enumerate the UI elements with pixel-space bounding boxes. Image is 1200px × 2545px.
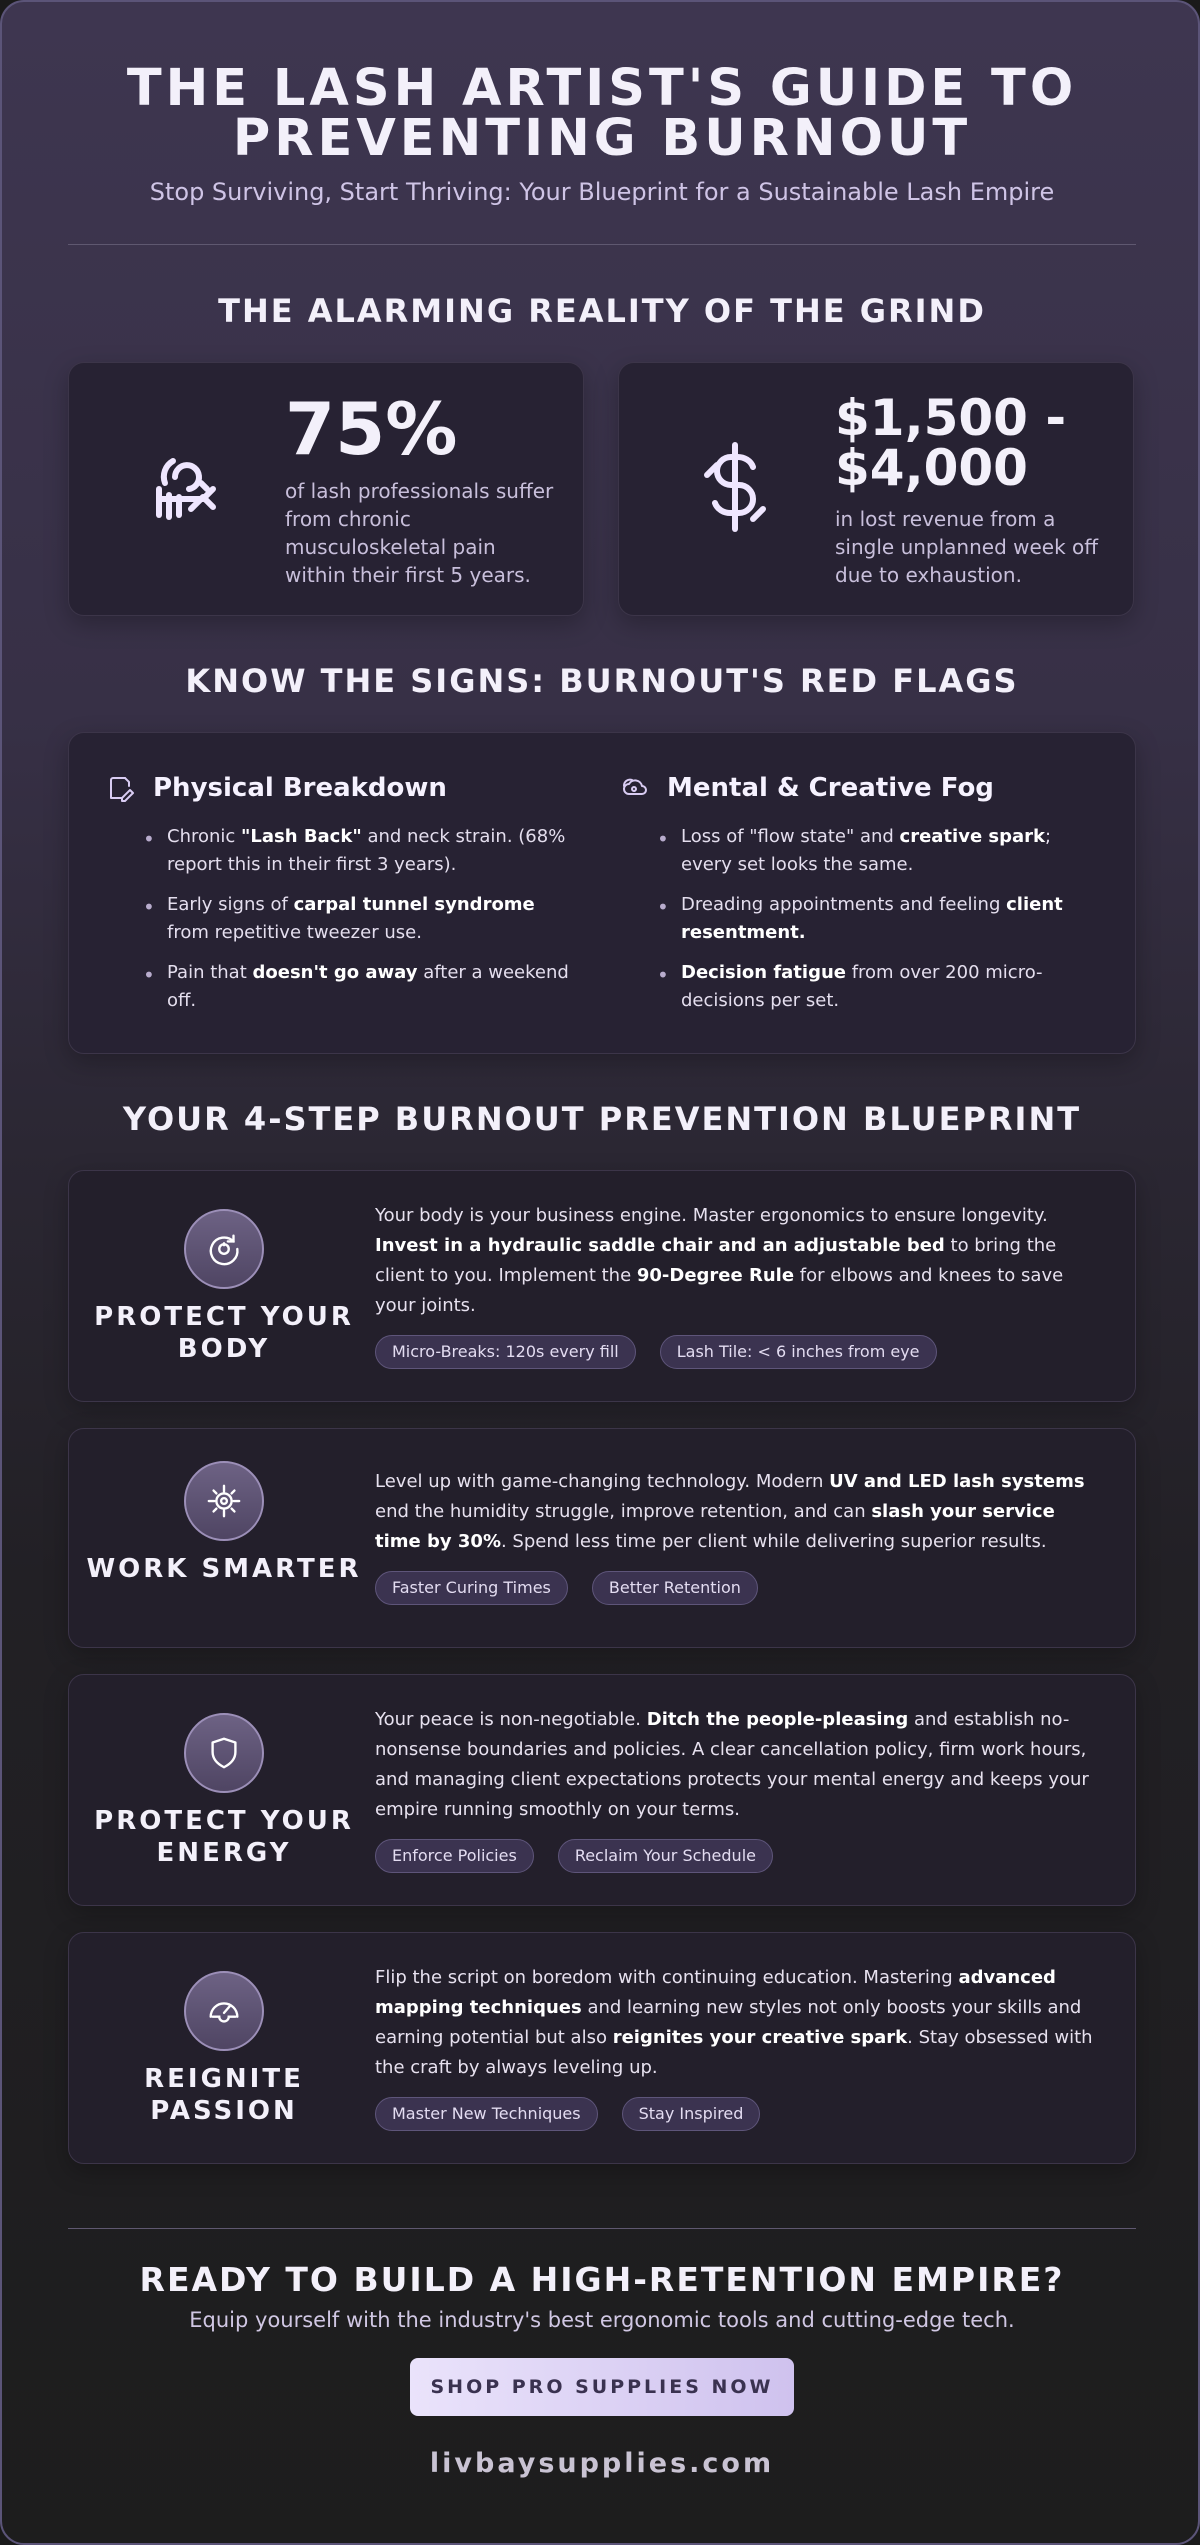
page-subtitle: Stop Surviving, Start Thriving: Your Blueprint for a Sustainable Lash Empire (149, 178, 1055, 206)
stat-card-revenue (618, 362, 1134, 616)
step-card-protect-body (68, 1170, 1136, 1402)
site-link[interactable]: livbaysupplies.com (429, 2448, 775, 2479)
step-description: Your body is your business engine. Master ergonomics to ensure longevity. Invest in a hydraulic saddle chair and an adjustable bed to bring the client to you. Implement the 90-Degree Rule for elbows and knees to save your joints. (375, 1205, 1064, 1316)
step-body (375, 1963, 1095, 2131)
list-item: • Decision fatigue from over 200 micro-decisions per set. (681, 959, 1093, 1015)
stat-value: $1,500 - $4,000 (835, 389, 1067, 497)
step-header (69, 1461, 379, 1585)
step-icon-circle (184, 1461, 264, 1541)
step-body (375, 1705, 1095, 1873)
list-item: • Early signs of carpal tunnel syndrome from repetitive tweezer use. (167, 891, 579, 947)
tag: Reclaim Your Schedule (558, 1839, 773, 1873)
stat-description: in lost revenue from a single unplanned week off due to exhaustion. (835, 507, 1099, 587)
cta-subtitle: Equip yourself with the industry's best ergonomic tools and cutting-edge tech. (189, 2308, 1015, 2332)
dollar-icon (685, 437, 785, 537)
step-title: REIGNITE PASSION (144, 2064, 304, 2126)
stat-card-pain (68, 362, 584, 616)
step-icon-circle (184, 1971, 264, 2051)
step-description: Your peace is non-negotiable. Ditch the people-pleasing and establish no-nonsense boundaries and policies. A clear cancellation policy, firm work hours, and managing client expectations protects your mental energy and keeps your empire running smoothly on your terms. (375, 1709, 1089, 1820)
shop-button[interactable]: SHOP PRO SUPPLIES NOW (410, 2358, 794, 2416)
list-item: • Chronic "Lash Back" and neck strain. (68% report this in their first 3 years). (167, 823, 579, 879)
step-title: PROTECT YOUR ENERGY (94, 1806, 354, 1868)
signs-column-physical (109, 773, 579, 1027)
step-card-reignite-passion (68, 1932, 1136, 2164)
blueprint-heading: YOUR 4-STEP BURNOUT PREVENTION BLUEPRINT (122, 1100, 1082, 1138)
step-header (69, 1209, 379, 1365)
signs-column-mental (623, 773, 1093, 1027)
divider (68, 244, 1136, 245)
page-title-text: THE LASH ARTIST'S GUIDE TO PREVENTING BURNOUT (126, 59, 1078, 168)
step-card-work-smarter (68, 1428, 1136, 1648)
tag: Enforce Policies (375, 1839, 534, 1873)
step-header (69, 1713, 379, 1869)
divider (68, 2228, 1136, 2229)
page-title (68, 59, 1136, 168)
tag: Better Retention (592, 1571, 758, 1605)
signs-column-title: Mental & Creative Fog (667, 773, 994, 803)
stat-value: 75% (285, 387, 458, 471)
signs-column-title: Physical Breakdown (153, 773, 447, 803)
cloud-icon (621, 774, 649, 802)
step-header (69, 1971, 379, 2127)
step-description: Flip the script on boredom with continuing education. Mastering advanced mapping techniques and learning new styles not only boosts your skills and earning potential but also reignites your creative spark. Stay obsessed with the craft by always leveling up. (375, 1967, 1093, 2078)
stat-text (835, 389, 1105, 589)
step-card-protect-energy (68, 1674, 1136, 1906)
tag-list (375, 1571, 1095, 1605)
tag: Master New Techniques (375, 2097, 598, 2131)
signs-heading: KNOW THE SIGNS: BURNOUT'S RED FLAGS (185, 662, 1019, 700)
red-flags-card (68, 732, 1136, 1054)
tag: Lash Tile: < 6 inches from eye (660, 1335, 937, 1369)
signs-list (167, 823, 579, 1015)
list-item: • Loss of "flow state" and creative spark; every set looks the same. (681, 823, 1093, 879)
tag-list (375, 1335, 1095, 1369)
tag: Stay Inspired (622, 2097, 761, 2131)
step-body (375, 1201, 1095, 1369)
list-item: • Pain that doesn't go away after a weekend off. (167, 959, 579, 1015)
hand-pain-icon (135, 437, 235, 537)
step-description: Level up with game-changing technology. Modern UV and LED lash systems end the humidity struggle, improve retention, and can slash your service time by 30%. Spend less time per client while delivering superior results. (375, 1471, 1085, 1552)
tag-list (375, 1839, 1095, 1873)
tag-list (375, 2097, 1095, 2131)
document-pen-icon (107, 774, 135, 802)
tag: Micro-Breaks: 120s every fill (375, 1335, 636, 1369)
list-item: • Dreading appointments and feeling client resentment. (681, 891, 1093, 947)
gauge-icon (205, 1992, 243, 2030)
cta-title: READY TO BUILD A HIGH-RETENTION EMPIRE? (139, 2260, 1065, 2299)
body-rotate-icon (205, 1230, 243, 1268)
shield-icon (205, 1734, 243, 1772)
step-title: PROTECT YOUR BODY (94, 1302, 354, 1364)
step-icon-circle (184, 1713, 264, 1793)
step-body (375, 1467, 1095, 1605)
step-icon-circle (184, 1209, 264, 1289)
crosshair-icon (205, 1482, 243, 1520)
tag: Faster Curing Times (375, 1571, 568, 1605)
step-title: WORK SMARTER (86, 1554, 362, 1584)
reality-heading: THE ALARMING REALITY OF THE GRIND (218, 292, 986, 330)
stat-text (285, 387, 555, 589)
signs-list (681, 823, 1093, 1015)
stat-description: of lash professionals suffer from chronic musculoskeletal pain within their first 5 years. (285, 479, 554, 587)
